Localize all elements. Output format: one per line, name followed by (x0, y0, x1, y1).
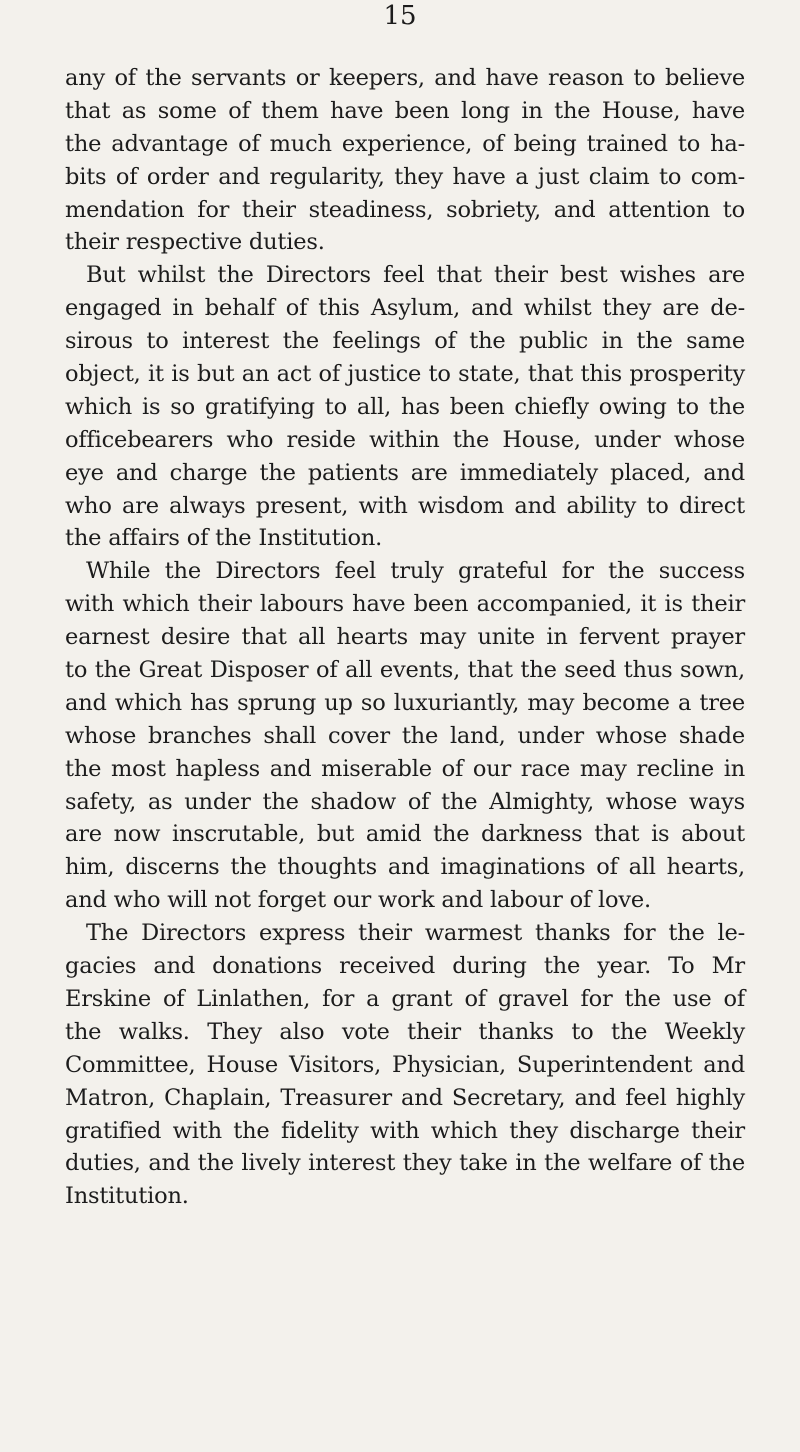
text-line: with which their labours have been accompanied, it is their (65, 591, 745, 618)
text-line: any of the servants or keepers, and have reason to believe (65, 65, 745, 91)
text-line: safety, as under the shadow of the Almighty, whose ways (65, 788, 745, 815)
text-line: But whilst the Directors feel that their best wishes are (86, 262, 745, 289)
text-line: Erskine of Linlathen, for a grant of gravel for the use of (65, 985, 745, 1012)
text-line: Committee, House Visitors, Physician, Superintendent and (65, 1051, 745, 1078)
text-line: duties, and the lively interest they take in the welfare of the (65, 1150, 745, 1177)
text-line: gacies and donations received during the year. To Mr (65, 953, 745, 980)
text-line: earnest desire that all hearts may unite in fervent prayer (65, 624, 745, 651)
text-line: bits of order and regularity, they have a just claim to com- (65, 163, 745, 190)
text-line: Institution. (65, 1183, 189, 1210)
text-line: Matron, Chaplain, Treasurer and Secretary, and feel highly (65, 1084, 745, 1111)
text-line: sirous to interest the feelings of the public in the same (65, 328, 745, 355)
text-line: are now inscrutable, but amid the darkness that is about (65, 821, 745, 848)
text-line: their respective duties. (65, 229, 325, 256)
text-line: the affairs of the Institution. (65, 525, 383, 552)
text-line: object, it is but an act of justice to state, that this prosperity (65, 361, 745, 388)
text-line: mendation for their steadiness, sobriety, and attention to (65, 196, 745, 223)
text-line: whose branches shall cover the land, under whose shade (65, 722, 745, 749)
text-line: who are always present, with wisdom and ability to direct (65, 492, 745, 519)
text-line: The Directors express their warmest thanks for the le- (86, 920, 745, 947)
text-line: and which has sprung up so luxuriantly, may become a tree (65, 689, 745, 716)
text-line: the advantage of much experience, of being trained to ha- (65, 130, 745, 157)
body-text (65, 62, 745, 1213)
text-line: that as some of them have been long in the House, have (65, 97, 745, 124)
text-line: engaged in behalf of this Asylum, and whilst they are de- (65, 295, 745, 322)
text-line: which is so gratifying to all, has been chiefly owing to the (65, 393, 745, 420)
text-line: officebearers who reside within the House, under whose (65, 426, 745, 453)
text-line: While the Directors feel truly grateful for the success (86, 558, 745, 585)
text-line: gratified with the fidelity with which they discharge their (65, 1117, 745, 1144)
text-line: him, discerns the thoughts and imaginations of all hearts, (65, 854, 745, 881)
text-line: the walks. They also vote their thanks to the Weekly (65, 1018, 745, 1045)
text-line: eye and charge the patients are immediately placed, and (65, 459, 745, 486)
text-line: the most hapless and miserable of our race may recline in (65, 755, 745, 782)
text-line: and who will not forget our work and labour of love. (65, 887, 651, 914)
page-number: 15 (383, 1, 417, 31)
text-line: to the Great Disposer of all events, that the seed thus sown, (65, 657, 745, 684)
